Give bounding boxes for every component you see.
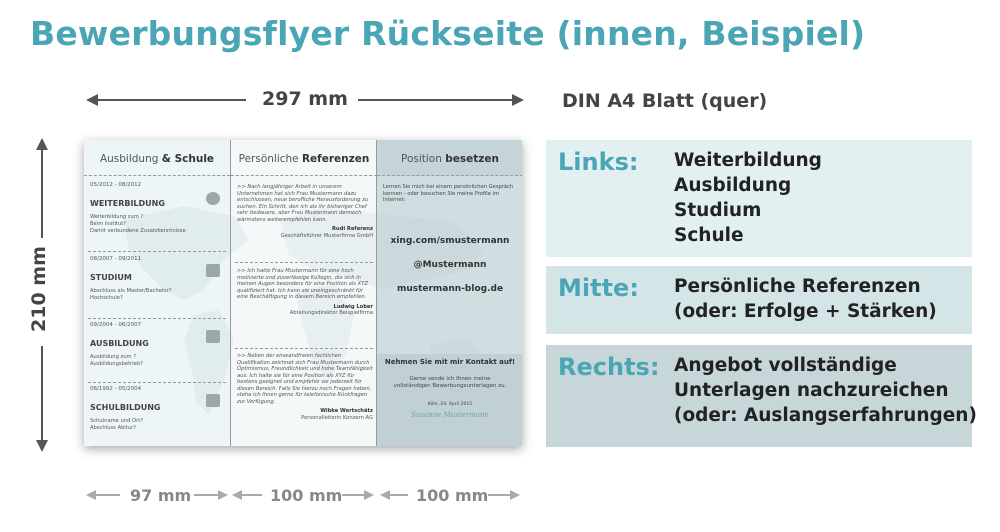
- width-label: 297 mm: [262, 88, 348, 110]
- contact-text: Gerne sende ich Ihnen meine vollständigen Bewerbungsunterlagen zu.: [393, 376, 507, 389]
- col2-arrow-left-icon: [232, 490, 242, 500]
- position-intro: Lernen Sie mich bei einem persönlichen Gespräch kennen - oder besuchen Sie meine Profile im Internet:: [383, 184, 514, 203]
- divider: [88, 318, 226, 319]
- col3-line-left: [390, 494, 408, 496]
- col1-arrow-right-icon: [218, 490, 228, 500]
- briefcase-icon: [206, 330, 220, 343]
- height-line-bottom: [41, 346, 43, 442]
- info-box-mitte: [546, 266, 972, 334]
- col2-line-right: [342, 494, 364, 496]
- entry-ausbildung: [90, 322, 226, 368]
- divider: [88, 382, 226, 383]
- divider: [88, 251, 226, 252]
- info-box-value: Persönliche Referenzen (oder: Erfolge + Stärken): [674, 276, 937, 322]
- col2-arrow-right-icon: [364, 490, 374, 500]
- info-box-key: Mitte:: [558, 274, 639, 302]
- document-icon: [206, 394, 220, 407]
- height-arrow-down-icon: [36, 440, 48, 452]
- width-line-left: [96, 99, 246, 101]
- column-education-header: Ausbildung & Schule: [84, 140, 230, 176]
- profile-xing: xing.com/smustermann: [390, 236, 510, 246]
- info-box-key: Links:: [558, 148, 639, 176]
- entry-name: SCHULBILDUNG: [90, 403, 161, 412]
- col3-line-right: [488, 494, 510, 496]
- format-label: DIN A4 Blatt (quer): [562, 90, 768, 112]
- column-education: [84, 140, 230, 446]
- entry-date: 08/1992 - 05/2004: [90, 386, 142, 392]
- col3-width-label: 100 mm: [416, 486, 489, 505]
- info-box-key: Rechts:: [558, 353, 660, 381]
- width-arrow-right-icon: [512, 94, 524, 106]
- reference-2: >> Ich hatte Frau Mustermann für eine hoch motivierte und zuverlässige Kollegin, die sich in meinen Augen besonders für eine Position als XYZ qualifiziert hat. Ich kann sie uneingeschränkt für eine Beschäftigung in diesem Bereich empfehlen. Ludwig Lober Abteilungsdirektor Beispielfirma: [237, 268, 373, 316]
- height-label: 210 mm: [28, 246, 50, 332]
- col1-line-left: [96, 494, 120, 496]
- col3-arrow-left-icon: [380, 490, 390, 500]
- col1-width-label: 97 mm: [130, 486, 192, 505]
- column-position: [376, 140, 522, 446]
- height-line-top: [41, 148, 43, 238]
- entry-name: WEITERBILDUNG: [90, 199, 165, 208]
- contact-date: Köln, 24. April 2015: [427, 402, 473, 407]
- col3-arrow-right-icon: [510, 490, 520, 500]
- entry-desc: Abschluss als Master/Bachelor? Hochschule?: [90, 288, 172, 301]
- contact-title: Nehmen Sie mit mir Kontakt auf!: [384, 358, 516, 366]
- entry-desc: Ausbildung zum ? Ausbildungsbetrieb?: [90, 354, 143, 367]
- col1-line-right: [194, 494, 220, 496]
- entry-schulbildung: [90, 386, 226, 432]
- col2-width-label: 100 mm: [270, 486, 343, 505]
- page-title: Bewerbungsflyer Rückseite (innen, Beispiel): [30, 14, 866, 53]
- entry-desc: Schulname und Ort? Abschluss Abitur?: [90, 418, 144, 431]
- column-references-header: Persönliche Referenzen: [231, 140, 377, 176]
- column-position-header: Position besetzen: [377, 140, 522, 176]
- entry-name: AUSBILDUNG: [90, 339, 149, 348]
- col2-line-left: [242, 494, 262, 496]
- graduation-cap-icon: [206, 264, 220, 277]
- entry-date: 08/2007 - 09/2011: [90, 256, 142, 262]
- entry-desc: Weiterbildung zum ? Beim Institut? Damit verbundene Zusatzkenntnisse: [90, 214, 186, 234]
- signature: Susanne Mustermann: [411, 411, 489, 419]
- col1-arrow-left-icon: [86, 490, 96, 500]
- entry-weiterbildung: [90, 182, 226, 235]
- width-line-right: [358, 99, 514, 101]
- reference-3: >> Neben der einwandfreien fachlichen Qualifikation zeichnet sich Frau Mustermann durch Optimismus, Freundlichkeit und hohe Teamfähigkeit aus. Ich halte sie für eine Position als XYZ für bestens geeignet und empfehle sie jederzeit für diesen Bereich. Falls Sie hierzu noch Fragen haben, stehe ich Ihnen gerne für telefonische Rückfragen zur Verfügung. Wibke Wertschätz Personalleiterin Konzern AG: [237, 353, 373, 421]
- info-box-value: Weiterbildung Ausbildung Studium Schule: [674, 150, 822, 246]
- profile-twitter: @Mustermann: [413, 260, 487, 270]
- info-box-rechts: [546, 345, 977, 447]
- certificate-icon: [206, 192, 220, 205]
- entry-date: 09/2004 - 06/2007: [90, 322, 142, 328]
- contact-box: [377, 354, 522, 446]
- info-box-links: [546, 140, 972, 257]
- reference-1: >> Nach langjähriger Arbeit in unserem Unternehmen hat sich Frau Mustermann dazu entschlossen, neue berufliche Herausforderung zu suchen. Ein Schritt, den ich als ihr bisheriger Chef sehr bedauere, aber Frau Mustermann dennoch wärmstens weiterempfehlen kann. Rudi Referenz Geschäftsführer Musterfirma GmbH: [237, 184, 373, 239]
- column-references: [230, 140, 376, 446]
- info-box-value: Angebot vollständige Unterlagen nachzureichen (oder: Auslangserfahrungen): [674, 355, 977, 426]
- profile-blog: mustermann-blog.de: [396, 284, 504, 294]
- entry-studium: [90, 256, 226, 302]
- flyer-mockup: [84, 140, 522, 446]
- entry-date: 05/2012 - 08/2012: [90, 182, 142, 188]
- entry-name: STUDIUM: [90, 273, 132, 282]
- divider: [235, 348, 373, 349]
- divider: [235, 262, 373, 263]
